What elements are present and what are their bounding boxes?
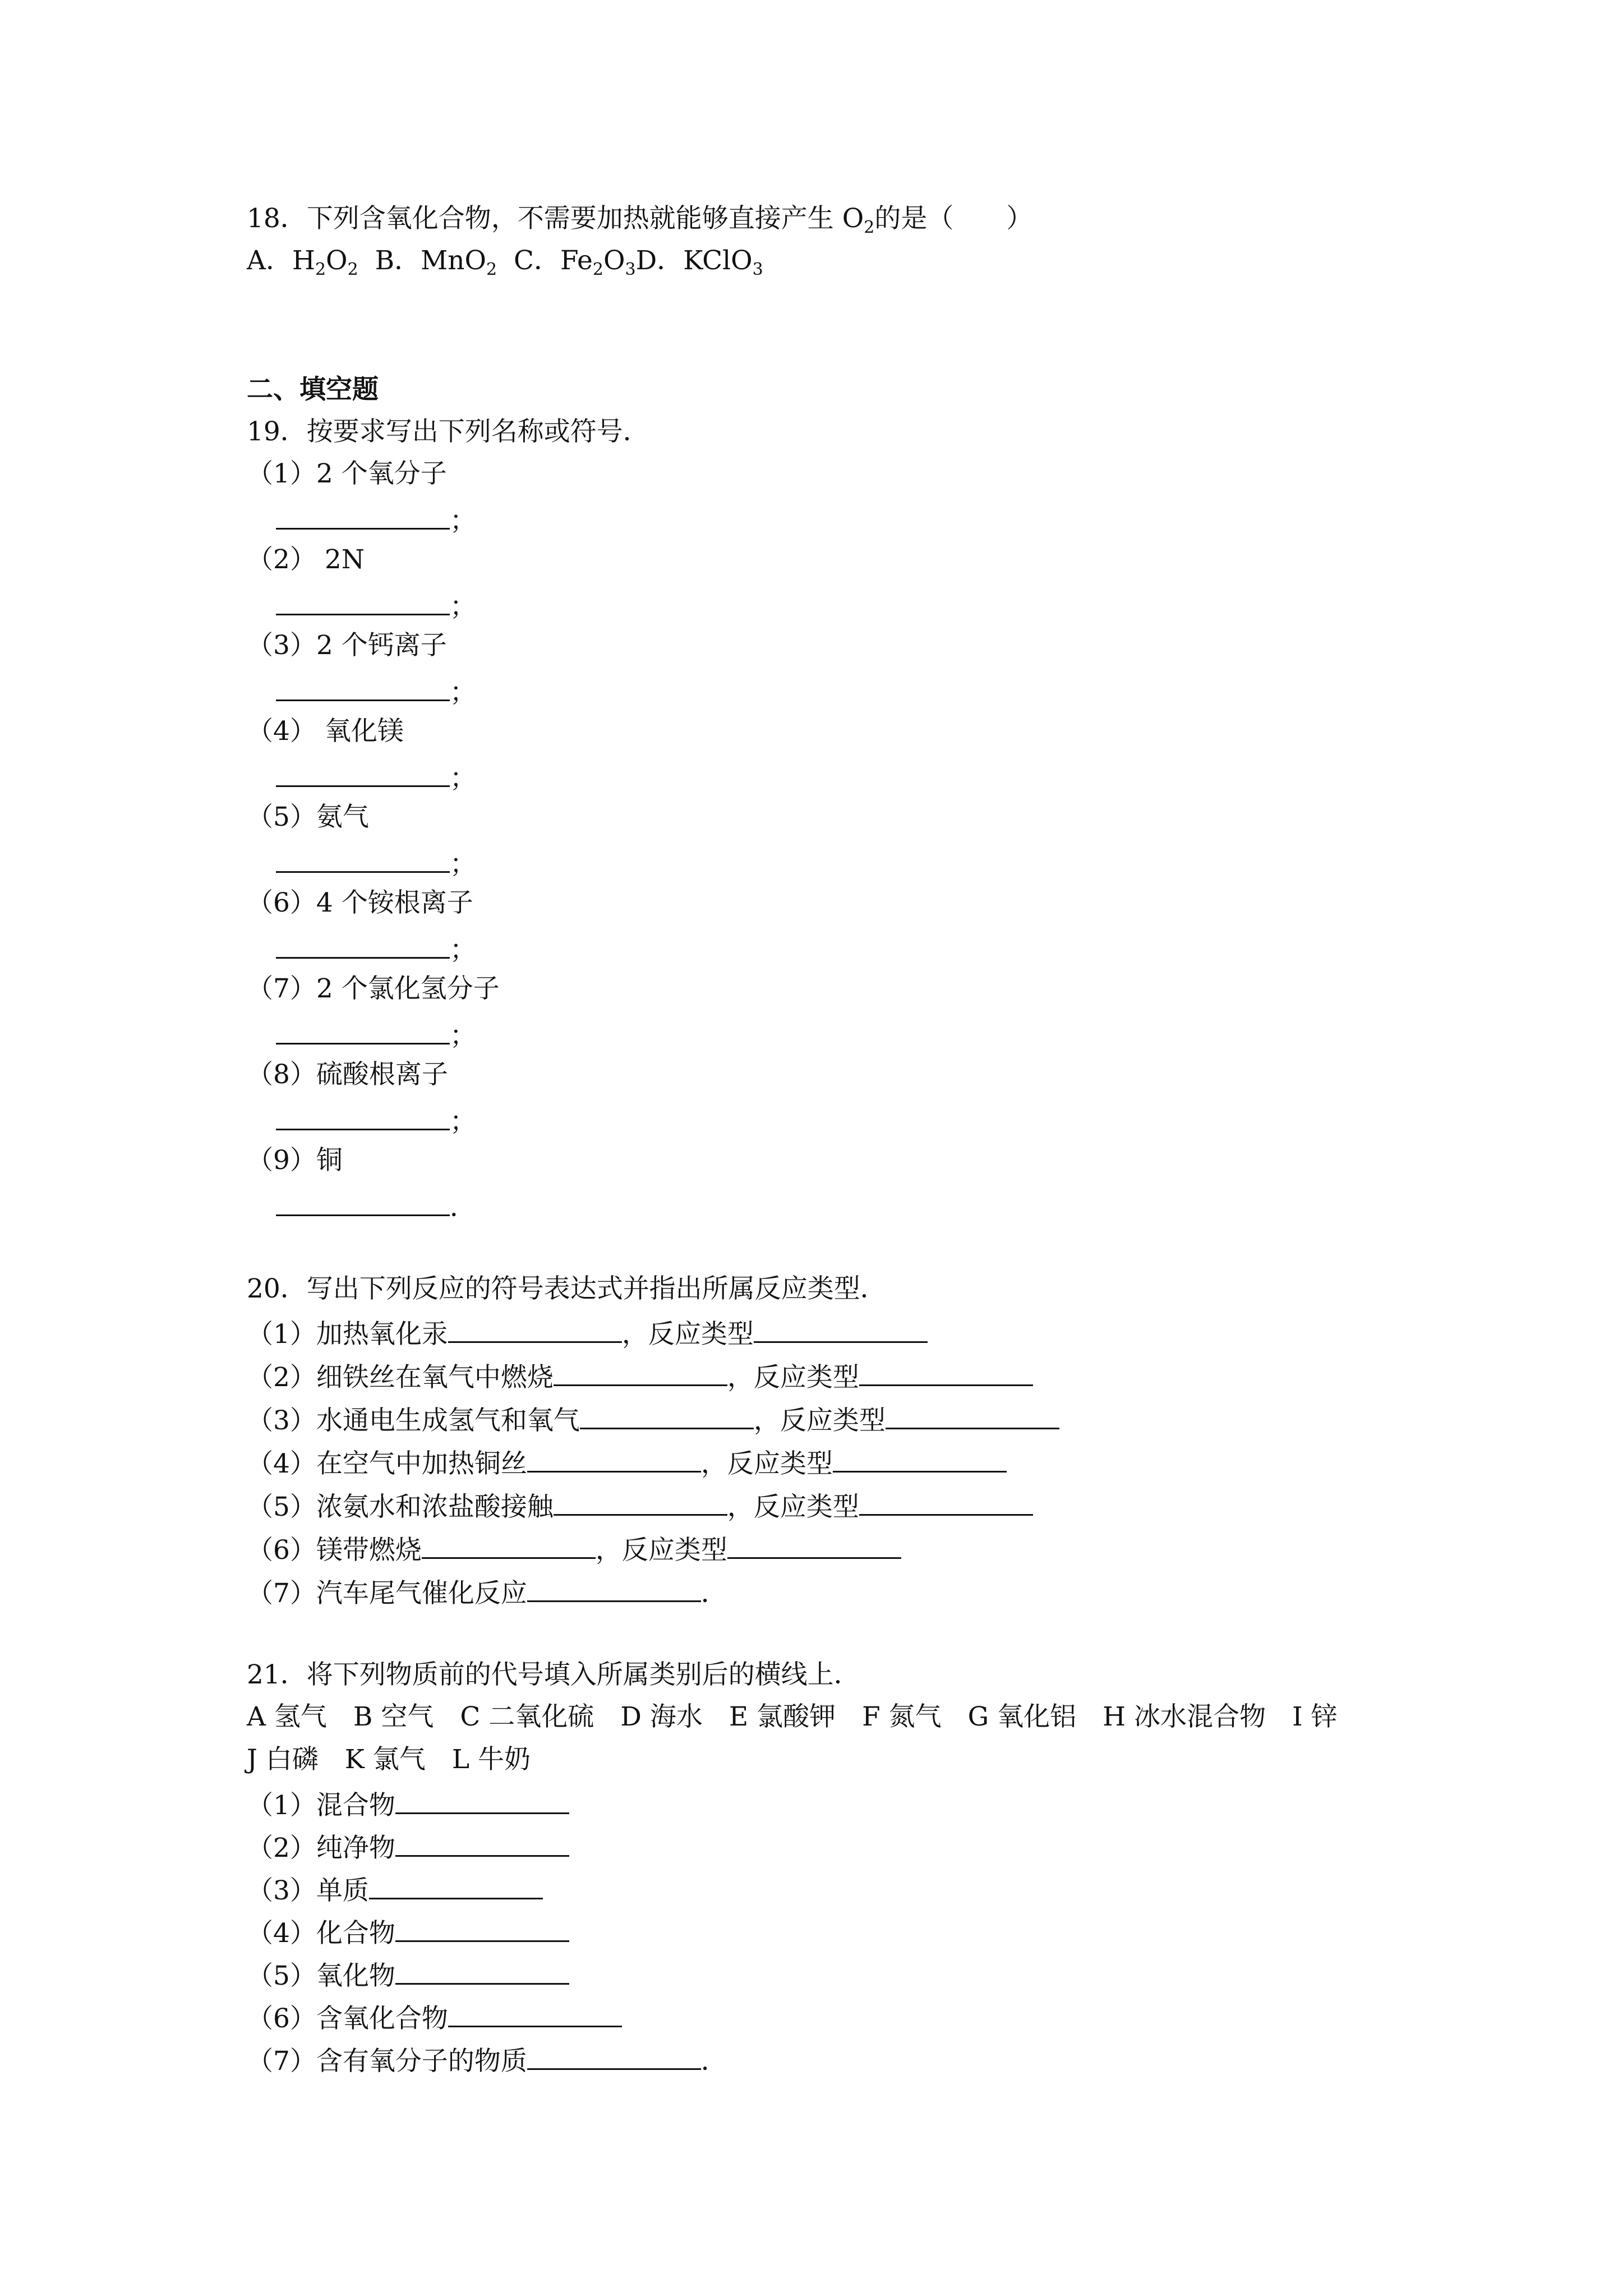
answer-blank[interactable] bbox=[276, 758, 450, 787]
option-a: A．$H_2O_2$ bbox=[247, 245, 358, 279]
q20-item: （4）在空气中加热铜丝 ，反应类型 bbox=[247, 1444, 1007, 1481]
q21-item: （7）含有氧分子的物质 ． bbox=[247, 2041, 727, 2078]
category-blank[interactable] bbox=[395, 1913, 569, 1942]
expression-blank[interactable] bbox=[527, 1573, 701, 1602]
option-c: C．$Fe_2O_3$ bbox=[514, 245, 636, 279]
q19-item-label: （4） 氧化镁 bbox=[247, 716, 404, 747]
q18-options bbox=[247, 244, 763, 287]
q19-answer-line: ； bbox=[276, 501, 476, 538]
option-d: D．KClO$_3$ bbox=[635, 245, 763, 279]
q21-stem: 21．将下列物质前的代号填入所属类别后的横线上． bbox=[247, 1659, 860, 1690]
reaction-type-blank[interactable] bbox=[833, 1444, 1007, 1473]
q21-item: （1）混合物 bbox=[247, 1786, 569, 1823]
answer-blank[interactable] bbox=[276, 1188, 450, 1216]
q21-item: （5）氧化物 bbox=[247, 1956, 569, 1993]
q19-item-label: （9）铜 bbox=[247, 1145, 343, 1176]
expression-blank[interactable] bbox=[554, 1358, 727, 1386]
q21-substance-list: A 氢气 B 空气 C 二氧化硫 D 海水 E 氯酸钾 F 氮气 G 氧化铝 H 冰水混合物 I 锌 bbox=[247, 1701, 1338, 1732]
q19-answer-line: ； bbox=[276, 587, 476, 624]
category-blank[interactable] bbox=[527, 2041, 701, 2070]
category-blank[interactable] bbox=[395, 1828, 569, 1857]
category-blank[interactable] bbox=[369, 1871, 543, 1899]
expression-blank[interactable] bbox=[422, 1530, 596, 1559]
option-b: B．MnO$_2$ bbox=[375, 245, 497, 279]
expression-blank[interactable] bbox=[448, 1314, 622, 1343]
q20-item: （3）水通电生成氢气和氧气 ，反应类型 bbox=[247, 1401, 1059, 1438]
reaction-type-blank[interactable] bbox=[727, 1530, 901, 1559]
q21-substance-list: J 白磷 K 氯气 L 牛奶 bbox=[247, 1744, 531, 1775]
q20-item: （5）浓氨水和浓盐酸接触 ，反应类型 bbox=[247, 1487, 1033, 1524]
category-blank[interactable] bbox=[395, 1956, 569, 1985]
q19-answer-line: ； bbox=[276, 758, 476, 795]
q20-item: （2）细铁丝在氧气中燃烧 ，反应类型 bbox=[247, 1358, 1033, 1395]
category-blank[interactable] bbox=[395, 1786, 569, 1814]
q20-item: （6）镁带燃烧 ，反应类型 bbox=[247, 1530, 901, 1567]
q19-answer-line: ； bbox=[276, 1016, 476, 1053]
category-blank[interactable] bbox=[448, 1999, 622, 2027]
answer-blank[interactable] bbox=[276, 673, 450, 701]
reaction-type-blank[interactable] bbox=[859, 1487, 1033, 1516]
q19-item-label: （5）氨气 bbox=[247, 802, 369, 832]
answer-blank[interactable] bbox=[276, 844, 450, 873]
q20-item: （1）加热氧化汞 ，反应类型 bbox=[247, 1314, 928, 1351]
answer-blank[interactable] bbox=[276, 587, 450, 615]
q19-item-label: （3）2 个钙离子 bbox=[247, 630, 447, 661]
answer-blank[interactable] bbox=[276, 501, 450, 530]
answer-blank[interactable] bbox=[276, 1016, 450, 1045]
q19-answer-line: ； bbox=[276, 1102, 476, 1139]
q19-answer-line: ． bbox=[276, 1188, 476, 1225]
q18-stem: 18．下列含氧化合物，不需要加热就能够直接产生 $O_2$的是（ ） bbox=[247, 203, 1033, 237]
q21-item: （6）含氧化合物 bbox=[247, 1999, 622, 2036]
q19-item-label: （1）2 个氧分子 bbox=[247, 458, 447, 489]
q19-item-label: （2） 2N bbox=[247, 544, 365, 575]
section-heading: 二、填空题 bbox=[247, 374, 379, 405]
q21-item: （3）单质 bbox=[247, 1871, 543, 1908]
q19-item-label: （6）4 个铵根离子 bbox=[247, 887, 473, 918]
expression-blank[interactable] bbox=[580, 1401, 754, 1429]
q19-answer-line: ； bbox=[276, 930, 476, 967]
expression-blank[interactable] bbox=[554, 1487, 727, 1516]
q19-stem: 19．按要求写出下列名称或符号． bbox=[247, 416, 649, 447]
q19-answer-line: ； bbox=[276, 673, 476, 710]
expression-blank[interactable] bbox=[527, 1444, 701, 1473]
reaction-type-blank[interactable] bbox=[859, 1358, 1033, 1386]
q21-item: （4）化合物 bbox=[247, 1913, 569, 1950]
q19-item-label: （8）硫酸根离子 bbox=[247, 1059, 448, 1090]
q20-stem: 20．写出下列反应的符号表达式并指出所属反应类型． bbox=[247, 1273, 887, 1304]
reaction-type-blank[interactable] bbox=[886, 1401, 1059, 1429]
q19-item-label: （7）2 个氯化氢分子 bbox=[247, 973, 500, 1004]
q19-answer-line: ； bbox=[276, 844, 476, 881]
reaction-type-blank[interactable] bbox=[754, 1314, 928, 1343]
q21-item: （2）纯净物 bbox=[247, 1828, 569, 1865]
answer-blank[interactable] bbox=[276, 930, 450, 959]
q20-item: （7）汽车尾气催化反应 ． bbox=[247, 1573, 727, 1611]
answer-blank[interactable] bbox=[276, 1102, 450, 1130]
